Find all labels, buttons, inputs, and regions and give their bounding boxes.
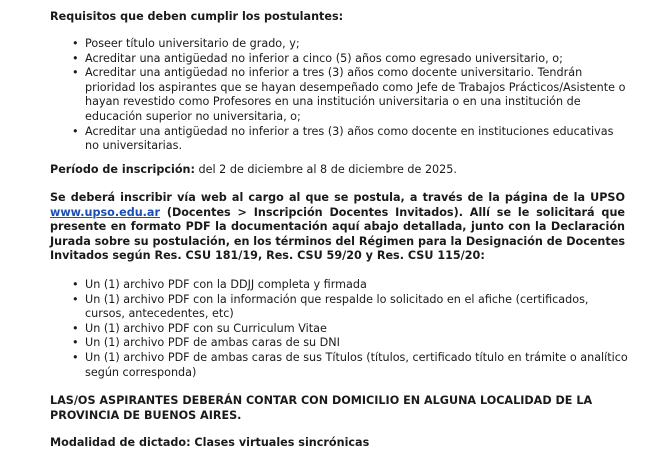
- registration-instructions: [50, 191, 625, 264]
- requirements-list: [50, 37, 630, 154]
- list-item: • Acreditar una antigüedad no inferior a tres (3) años como docente en instituciones educativas no universitarias.: [50, 125, 630, 154]
- list-item: • Un (1) archivo PDF de ambas caras de su DNI: [50, 336, 630, 351]
- list-item: • Un (1) archivo PDF de ambas caras de sus Títulos (títulos, certificado título en trámite o analítico según corresponda): [50, 351, 630, 380]
- list-item: • Acreditar una antigüedad no inferior a tres (3) años como docente universitario. Tendrán prioridad los aspirantes que se hayan desempeñado como Jefe de Trabajos Prácticos/Asistente o hayan revestido como Profesores en una institución universitaria o en una institución de educación superior no universitaria, o;: [50, 66, 630, 124]
- list-item: • Un (1) archivo PDF con la información que respalde lo solicitado en el afiche (certificados, cursos, antecedentes, etc): [50, 293, 630, 322]
- list-item: • Un (1) archivo PDF con su Curriculum Vitae: [50, 322, 630, 337]
- residence-notice: LAS/OS ASPIRANTES DEBERÁN CONTAR CON DOMICILIO EN ALGUNA LOCALIDAD DE LA PROVINCIA DE BUENOS AIRES.: [50, 394, 593, 422]
- instructions-text-after: (Docentes > Inscripción Docentes Invitados). Allí se le solicitará que presente en formato PDF la documentación aquí abajo detallada, junto con la Declaración Jurada sobre su postulación, en los términos del Régimen para la Designación de Docentes Invitados según Res. CSU 181/19, Res. CSU 59/20 y Res. CSU 115/20:: [50, 205, 625, 263]
- registration-period-label: Período de inscripción:: [50, 163, 195, 176]
- list-item: • Acreditar una antigüedad no inferior a cinco (5) años como egresado universitario, o;: [50, 52, 630, 67]
- documents-list: [50, 278, 630, 380]
- list-item: • Poseer título universitario de grado, y;: [50, 37, 630, 52]
- list-item: • Un (1) archivo PDF con la DDJJ completa y firmada: [50, 278, 630, 293]
- instructions-text-before: Se deberá inscribir vía web al cargo al que se postula, a través de la página de la UPSO: [50, 191, 625, 204]
- modality: Modalidad de dictado: Clases virtuales sincrónicas: [50, 436, 370, 449]
- requirements-heading: Requisitos que deben cumplir los postulantes:: [50, 10, 344, 23]
- registration-period: [50, 163, 457, 178]
- upso-website-link[interactable]: www.upso.edu.ar: [50, 205, 160, 219]
- registration-period-value: del 2 de diciembre al 8 de diciembre de 2025.: [198, 163, 457, 176]
